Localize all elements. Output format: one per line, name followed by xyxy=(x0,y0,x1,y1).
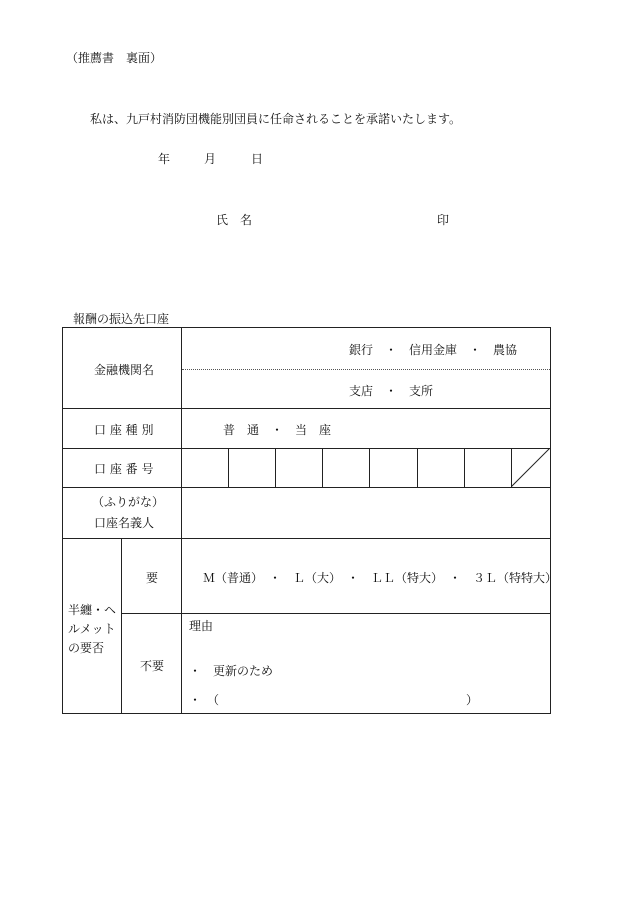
holder-furigana-label: （ふりがな） xyxy=(92,495,165,509)
reason-other-close: ） xyxy=(466,693,479,707)
equipment-label-line3: の要否 xyxy=(68,641,105,655)
document-header: （推薦書 裏面） xyxy=(66,51,163,65)
date-month: 月 xyxy=(204,152,217,166)
equipment-needed-label: 要 xyxy=(146,571,159,585)
reason-label: 理由 xyxy=(189,619,214,633)
account-section-title: 報酬の振込先口座 xyxy=(73,312,170,326)
account-number-strike-box xyxy=(511,448,551,488)
date-year: 年 xyxy=(158,152,171,166)
equipment-label-line2: ルメット xyxy=(68,622,116,636)
seal-mark: 印 xyxy=(437,213,450,227)
holder-name-label: 口座名義人 xyxy=(94,516,155,530)
equipment-label-line1: 半纏・ヘ xyxy=(68,603,117,617)
institution-branch-types: 支店 ・ 支所 xyxy=(349,384,434,398)
equipment-size-options: Ｍ（普通） ・ Ｌ（大） ・ ＬＬ（特大） ・ ３Ｌ（特特大） xyxy=(203,571,558,585)
reason-other-open: ・ （ xyxy=(189,693,220,707)
account-type-label: 口 座 種 別 xyxy=(94,423,154,437)
account-type-options: 普 通 ・ 当 座 xyxy=(223,423,332,437)
signature-name-label: 氏 名 xyxy=(216,213,253,227)
consent-statement: 私は、九戸村消防団機能別団員に任命されることを承諾いたします。 xyxy=(90,112,462,126)
reason-renewal: ・ 更新のため xyxy=(189,664,274,678)
equipment-not-needed-label: 不要 xyxy=(140,659,165,673)
account-number-label: 口 座 番 号 xyxy=(94,462,154,476)
institution-label: 金融機関名 xyxy=(94,363,155,377)
date-day: 日 xyxy=(251,152,264,166)
institution-bank-types: 銀行 ・ 信用金庫 ・ 農協 xyxy=(349,343,518,357)
